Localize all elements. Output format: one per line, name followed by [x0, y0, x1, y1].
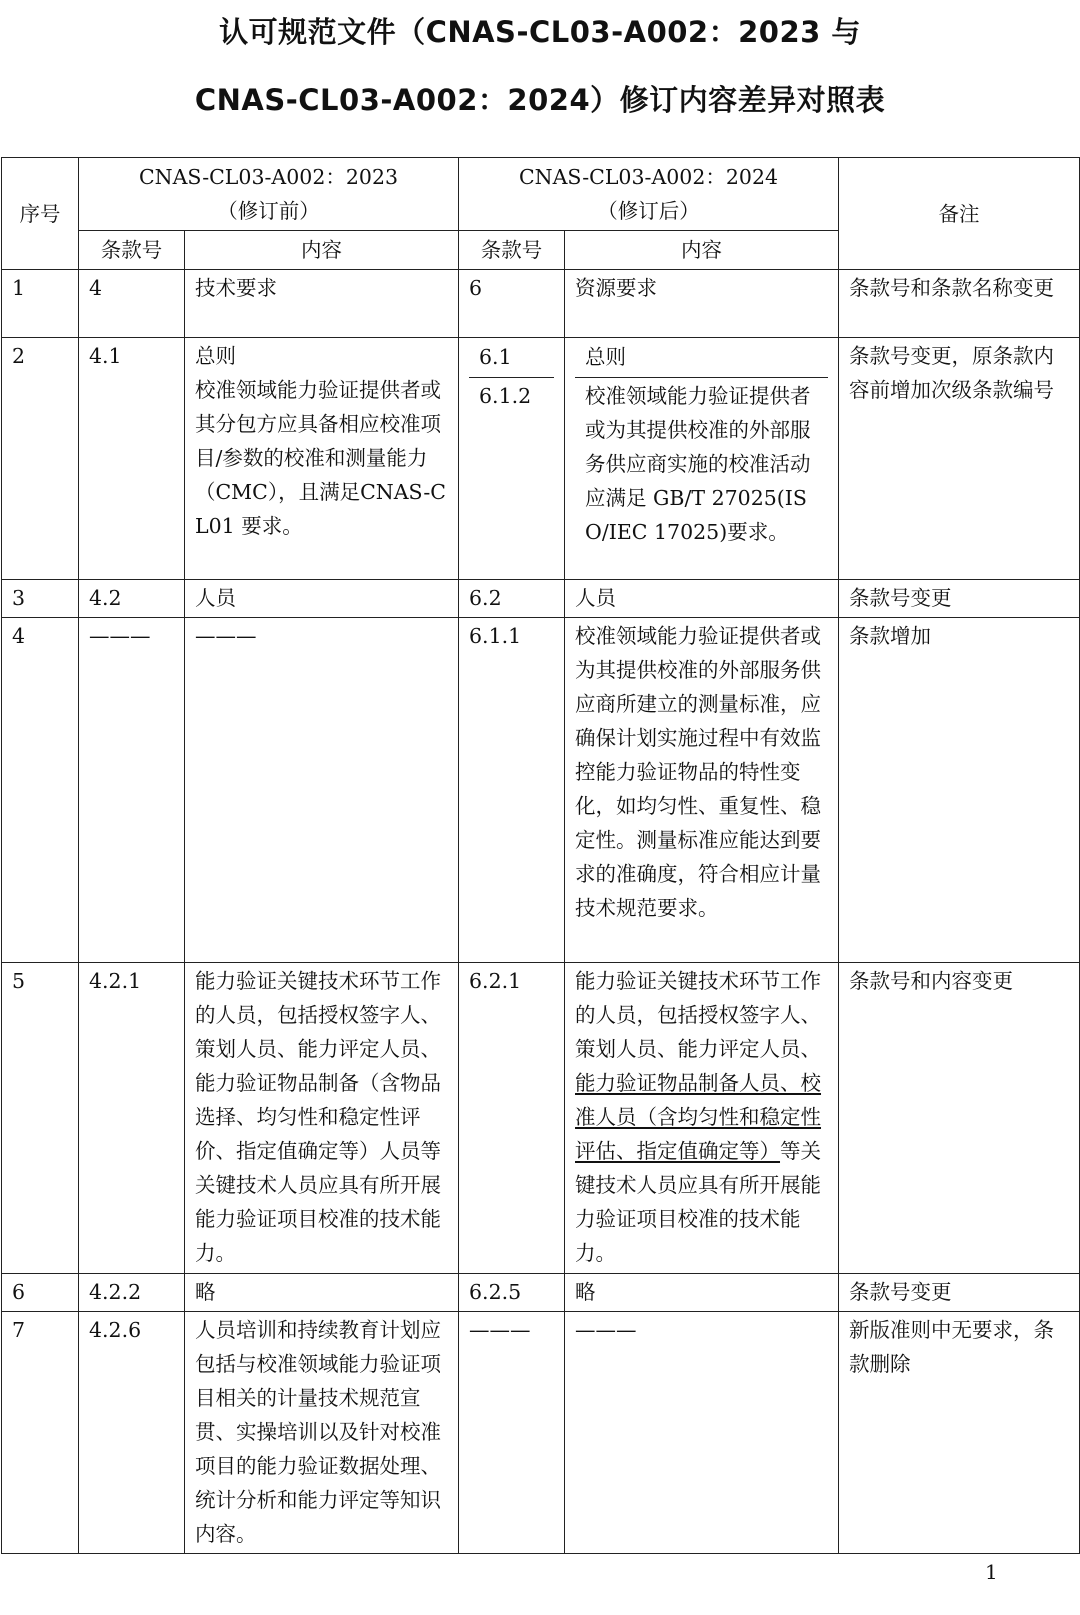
remark: 条款号变更，原条款内容前增加次级条款编号: [839, 338, 1080, 580]
new-clause-no-cell: [459, 338, 565, 580]
old-clause-no: ———: [79, 618, 185, 963]
new-content-cell: [565, 338, 839, 580]
header-new-content: 内容: [565, 231, 839, 270]
new-content: ———: [565, 1312, 839, 1554]
old-content: 略: [185, 1274, 459, 1312]
row-seq: 7: [2, 1312, 79, 1554]
header-old-clause-no: 条款号: [79, 231, 185, 270]
old-clause-no: 4.2.2: [79, 1274, 185, 1312]
header-new-version: [459, 158, 839, 231]
row-seq: 3: [2, 580, 79, 618]
row-seq: 1: [2, 270, 79, 338]
header-new-clause-no: 条款号: [459, 231, 565, 270]
document-title-line-2: CNAS-CL03-A002：2024）修订内容差异对照表: [194, 83, 886, 117]
table-row: [2, 580, 1080, 618]
table-row: [2, 270, 1080, 338]
old-clause-no: 4.2.6: [79, 1312, 185, 1554]
remark: 条款号和内容变更: [839, 963, 1080, 1274]
table-row: [2, 1274, 1080, 1312]
document-title-line-1: 认可规范文件（CNAS-CL03-A002：2023 与: [219, 15, 861, 49]
remark: 条款号变更: [839, 580, 1080, 618]
remark: 条款增加: [839, 618, 1080, 963]
new-clause-no-2: 6.1.2: [479, 384, 532, 408]
old-version-code: CNAS-CL03-A002：2023: [138, 165, 399, 189]
new-content: 略: [565, 1274, 839, 1312]
old-content: 能力验证关键技术环节工作的人员，包括授权签字人、策划人员、能力评定人员、能力验证物品制备（含物品选择、均匀性和稳定性评价、指定值确定等）人员等关键技术人员应具有所开展能力验证项目校准的技术能力。: [185, 963, 459, 1274]
remark: 条款号和条款名称变更: [839, 270, 1080, 338]
new-clause-no: 6.2.5: [459, 1274, 565, 1312]
old-version-note: （修订前）: [217, 199, 320, 223]
new-clause-no: 6.2: [459, 580, 565, 618]
new-content: [565, 963, 839, 1274]
old-clause-no: 4.2: [79, 580, 185, 618]
old-content: 总则 校准领域能力验证提供者或其分包方应具备相应校准项目/参数的校准和测量能力（CMC），且满足CNAS-CL01 要求。: [185, 338, 459, 580]
new-content-unchanged-end: 等关键技术人员应具有所开展能力验证项目校准的技术能力。: [575, 1139, 822, 1265]
new-content: 资源要求: [565, 270, 839, 338]
table-row: [2, 963, 1080, 1274]
new-version-note: （修订后）: [597, 199, 700, 223]
header-seq: 序号: [2, 158, 79, 270]
row-seq: 5: [2, 963, 79, 1274]
new-content: 校准领域能力验证提供者或为其提供校准的外部服务供应商所建立的测量标准，应确保计划实施过程中有效监控能力验证物品的特性变化，如均匀性、重复性、稳定性。测量标准应能达到要求的准确度，符合相应计量技术规范要求。: [565, 618, 839, 963]
new-clause-no: 6.1.1: [459, 618, 565, 963]
comparison-table: [1, 157, 1080, 1554]
header-old-version: [79, 158, 459, 231]
header-remark: 备注: [839, 158, 1080, 270]
remark: 条款号变更: [839, 1274, 1080, 1312]
table-row: [2, 1312, 1080, 1554]
new-content: 人员: [565, 580, 839, 618]
table-row: [2, 338, 1080, 580]
header-old-content: 内容: [185, 231, 459, 270]
old-content: 人员培训和持续教育计划应包括与校准领域能力验证项目相关的计量技术规范宣贯、实操培训以及针对校准项目的能力验证数据处理、统计分析和能力评定等知识内容。: [185, 1312, 459, 1554]
row-seq: 6: [2, 1274, 79, 1312]
old-clause-no: 4.2.1: [79, 963, 185, 1274]
row-seq: 4: [2, 618, 79, 963]
table-row: [2, 618, 1080, 963]
old-content: 人员: [185, 580, 459, 618]
old-clause-no: 4: [79, 270, 185, 338]
new-version-code: CNAS-CL03-A002：2024: [518, 165, 779, 189]
new-clause-no: ———: [459, 1312, 565, 1554]
new-content-2: 校准领域能力验证提供者或为其提供校准的外部服务供应商实施的校准活动应满足 GB/T 27025(ISO/IEC 17025)要求。: [585, 384, 811, 544]
old-content: ———: [185, 618, 459, 963]
new-clause-no: 6.2.1: [459, 963, 565, 1274]
new-content-unchanged-start: 能力验证关键技术环节工作的人员，包括授权签字人、策划人员、能力评定人员、: [575, 969, 822, 1061]
row-seq: 2: [2, 338, 79, 580]
new-content: 总则: [575, 339, 828, 378]
old-content: 技术要求: [185, 270, 459, 338]
new-clause-no: 6.1: [469, 339, 554, 378]
page-number: 1: [985, 1560, 998, 1584]
remark: 新版准则中无要求，条款删除: [839, 1312, 1080, 1554]
old-clause-no: 4.1: [79, 338, 185, 580]
new-content-underlined-change: 能力验证物品制备人员、校准人员（含均匀性和稳定性评估、指定值确定等）: [575, 1071, 822, 1163]
new-clause-no: 6: [459, 270, 565, 338]
